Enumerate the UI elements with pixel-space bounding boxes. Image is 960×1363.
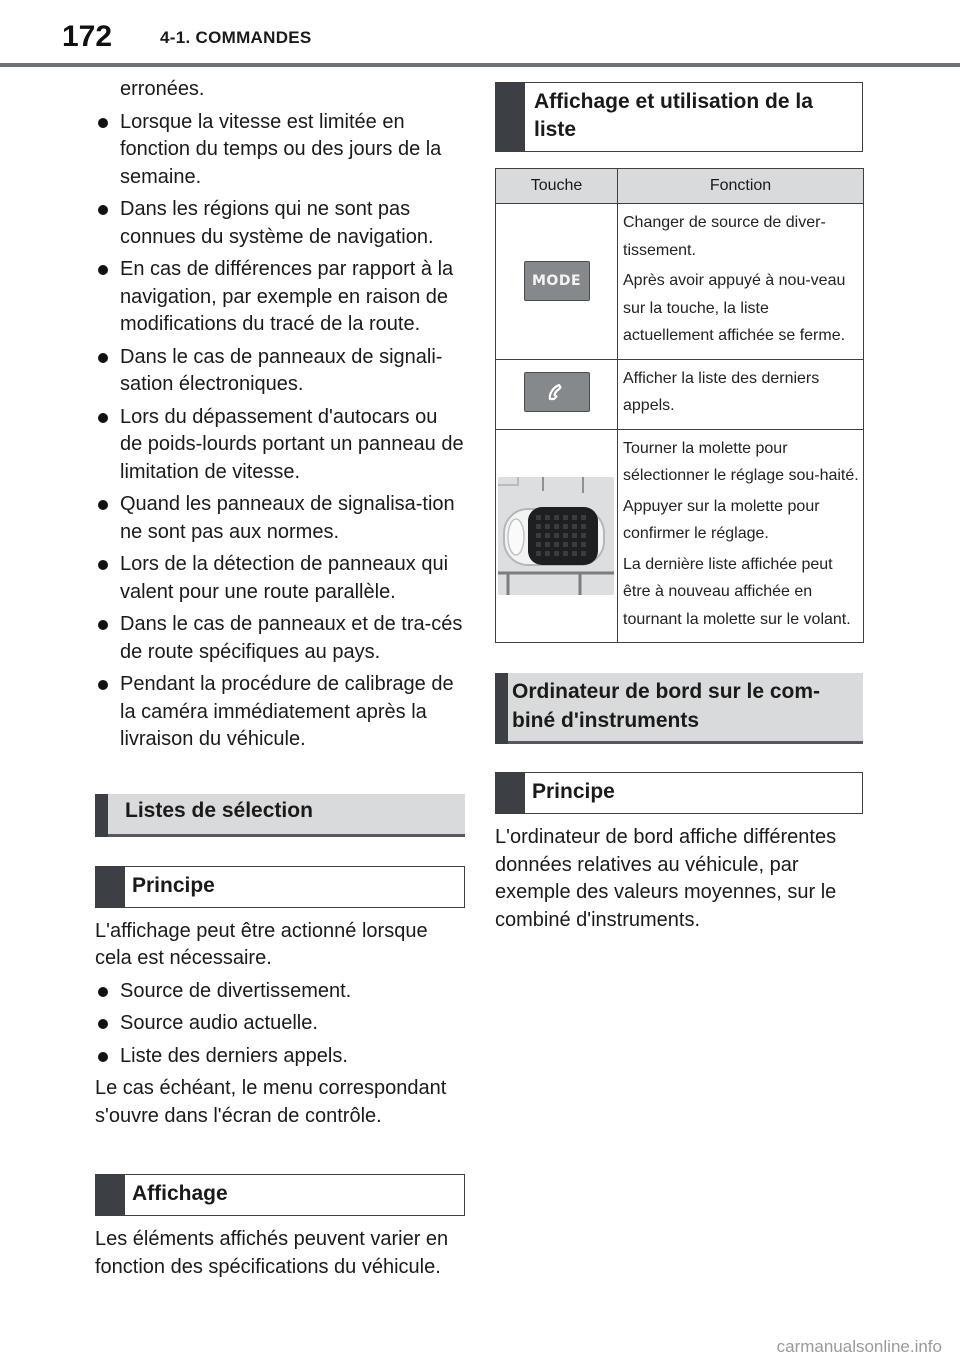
heading-bar — [95, 794, 108, 837]
list-item: Lorsque la vitesse est limitée en fonction du temps ou des jours de la semaine. — [95, 109, 465, 192]
heading-text: Ordinateur de bord sur le com-biné d'instruments — [512, 680, 821, 732]
heading-text: Principe — [132, 873, 215, 897]
trip-computer-text: L'ordinateur de bord affiche différentes données relatives au véhicule, par exemple des valeurs moyennes, sur le combiné d'instruments. — [495, 826, 837, 931]
watermark: carmanualsonline.info — [776, 1337, 942, 1356]
phone-button-icon — [524, 372, 590, 412]
heading-bar — [95, 866, 125, 908]
heading-bar — [495, 772, 525, 814]
controls-table — [495, 168, 864, 643]
table-header-row — [496, 169, 864, 204]
function-text: Après avoir appuyé à nou-veau sur la touche, la liste actuellement affichée se ferme. — [623, 272, 846, 344]
function-text: La dernière liste affichée peut être à nouveau affichée en tournant la molette sur le volant. — [623, 555, 851, 628]
bullet-icon — [98, 118, 108, 128]
page-header — [0, 0, 960, 66]
list-item: Dans le cas de panneaux et de tra-cés de route spécifiques au pays. — [95, 611, 465, 666]
list-item: Lors du dépassement d'autocars ou de poids-lourds portant un panneau de limitation de vitesse. — [95, 404, 465, 487]
subheading-affichage — [95, 1174, 465, 1216]
list-item: Source de divertissement. — [95, 978, 465, 1006]
principe-after-text: Le cas échéant, le menu correspondant s'ouvre dans l'écran de contrôle. — [95, 1077, 447, 1127]
heading-bar — [95, 1174, 125, 1216]
list-item: En cas de différences par rapport à la navigation, par exemple en raison de modifications du tracé de la route. — [95, 256, 465, 339]
table-row — [496, 204, 864, 360]
function-text: Tourner la molette pour sélectionner le réglage sou-haité. — [623, 439, 859, 484]
bullet-icon — [98, 265, 108, 275]
conditions-list — [95, 109, 465, 754]
section-heading-selection-lists — [95, 794, 465, 837]
function-text: Afficher la liste des derniers appels. — [623, 369, 820, 414]
function-cell — [618, 429, 864, 643]
left-column — [95, 76, 465, 1281]
bullet-icon — [98, 1019, 108, 1029]
heading-text: Affichage et utilisation de la liste — [534, 90, 813, 141]
heading-bar — [495, 82, 525, 152]
bullet-icon — [98, 680, 108, 690]
bullet-icon — [98, 987, 108, 997]
list-item: Dans les régions qui ne sont pas connues du système de navigation. — [95, 196, 465, 251]
function-text: Appuyer sur la molette pour confirmer le réglage. — [623, 497, 820, 542]
bullet-icon — [98, 1052, 108, 1062]
bullet-icon — [98, 500, 108, 510]
bullet-icon — [98, 560, 108, 570]
list-item: Liste des derniers appels. — [95, 1043, 465, 1071]
section-heading-trip-computer — [495, 673, 863, 744]
header-rule — [0, 63, 960, 67]
heading-text: Principe — [532, 780, 615, 803]
function-cell — [618, 359, 864, 429]
page-number: 172 — [62, 20, 113, 53]
thumbwheel-icon — [498, 477, 614, 595]
subheading-principe-right — [495, 772, 863, 814]
bullet-icon — [98, 413, 108, 423]
heading-text: Listes de sélection — [125, 798, 313, 822]
function-cell — [618, 204, 864, 360]
function-text: Changer de source de diver-tissement. — [623, 214, 826, 259]
bullet-icon — [98, 205, 108, 215]
bullet-icon — [98, 620, 108, 630]
affichage-text: Les éléments affichés peuvent varier en fonction des spécifications du véhicule. — [95, 1228, 449, 1278]
list-item: Quand les panneaux de signalisa-tion ne sont pas aux normes. — [95, 491, 465, 546]
chapter-title: 4-1. COMMANDES — [160, 28, 312, 47]
list-item: Source audio actuelle. — [95, 1010, 465, 1038]
bullet-icon — [98, 353, 108, 363]
principe-text: L'affichage peut être actionné lorsque cela est nécessaire. — [95, 919, 428, 969]
subheading-list-usage — [495, 82, 863, 152]
table-row — [496, 429, 864, 643]
continued-text: erronées. — [120, 78, 205, 100]
list-item: Pendant la procédure de calibrage de la caméra immédiatement après la livraison du véhicule. — [95, 671, 465, 754]
principe-list — [95, 978, 465, 1071]
mode-button-icon: MODE — [524, 261, 590, 301]
key-cell — [496, 359, 618, 429]
key-cell — [496, 204, 618, 360]
subheading-principe — [95, 866, 465, 908]
list-item: Dans le cas de panneaux de signali-sation électroniques. — [95, 344, 465, 399]
heading-bar — [495, 673, 508, 744]
table-row — [496, 359, 864, 429]
right-column — [495, 82, 863, 934]
column-header-function: Fonction — [618, 169, 864, 204]
column-header-key: Touche — [496, 169, 618, 204]
list-item: Lors de la détection de panneaux qui valent pour une route parallèle. — [95, 551, 465, 606]
heading-text: Affichage — [132, 1182, 228, 1205]
key-cell — [496, 429, 618, 643]
